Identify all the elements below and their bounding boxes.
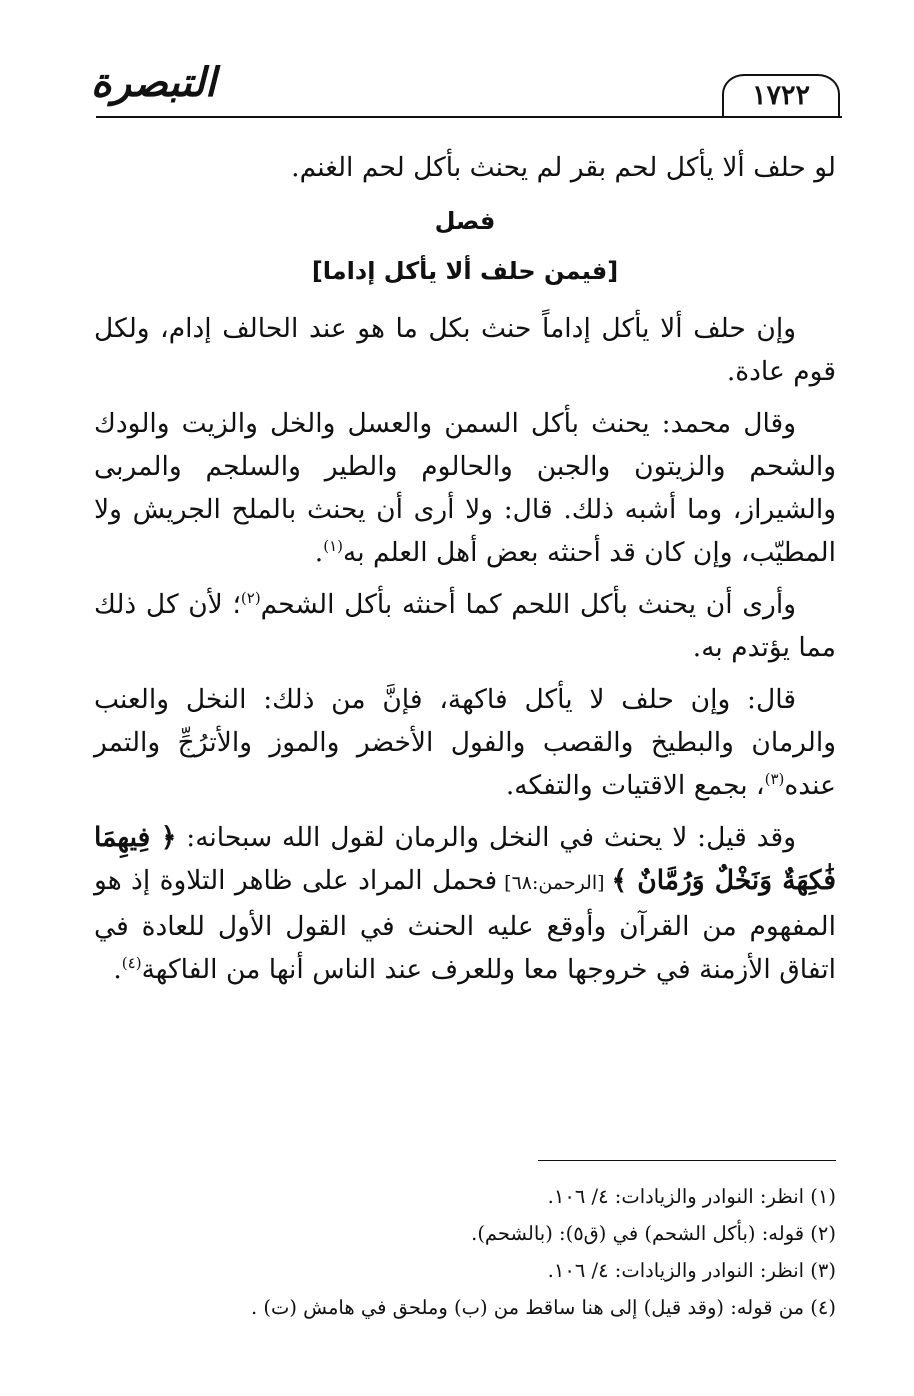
section-subheading: [فيمن حلف ألا يأكل إداما]: [311, 257, 619, 285]
paragraph-2-text: وقال محمد: يحنث بأكل السمن والعسل والخل والزيت والودك والشحم والزيتون والجبن والحالوم والطير والسلجم والمربى والشيراز، وما أشبه ذلك.: [94, 408, 836, 525]
footnote-ref-3[interactable]: (٣): [764, 770, 785, 789]
main-text: [94, 146, 836, 1000]
footnote-ref-2[interactable]: (٢): [240, 589, 261, 608]
paragraph-6: [94, 816, 836, 991]
footnote-ref-4[interactable]: (٤): [121, 954, 142, 973]
paragraph-3-text: قال: ولا أرى أن يحنث بالملح الجريش ولا المطيّب، وإن كان قد أحنثه بعض أهل العلم به: [94, 494, 836, 568]
paragraph-5-end: ، بجمع الاقتيات والتفكه.: [505, 770, 765, 801]
paragraph-4-text: وأرى أن يحنث بأكل اللحم كما أحنثه بأكل الشحم: [260, 589, 796, 620]
paragraph-5: [94, 678, 836, 807]
paragraph-4: [94, 583, 836, 669]
footnote-2: (٢) قوله: (بأكل الشحم) في (ق٥): (بالشحم).: [471, 1222, 836, 1245]
intro-line: لو حلف ألا يأكل لحم بقر لم يحنث بأكل لحم الغنم.: [291, 152, 836, 183]
paragraph-6-continued: فحمل المراد على ظاهر التلاوة إذ هو المفهوم من القرآن وأوقع عليه الحنث في القول الأول للعادة في اتفاق الأزمنة في خروجها معا وللعرف عند الناس أنها من الفاكهة: [94, 865, 836, 985]
page-header: [90, 52, 842, 122]
paragraph-6-end: .: [113, 954, 122, 985]
verse-citation: [الرحمن:٦٨]: [497, 872, 612, 894]
paragraph-6-text: وقد قيل: لا يحنث في النخل والرمان لقول الله سبحانه:: [176, 822, 796, 853]
footnotes: [94, 1178, 836, 1326]
footnote-1: (١) انظر: النوادر والزيادات: ٤/ ١٠٦.: [547, 1185, 836, 1208]
header-rule: [96, 116, 842, 118]
book-title-logo: التبصرة: [90, 59, 216, 106]
paragraph-4-end: ؛ لأن كل ذلك مما يؤتدم به.: [94, 589, 836, 663]
footnote-3: (٣) انظر: النوادر والزيادات: ٤/ ١٠٦.: [547, 1259, 836, 1282]
paragraph-5-text: قال: وإن حلف لا يأكل فاكهة، فإنَّ من ذلك: النخل والعنب والرمان والبطيخ والقصب والفول الأخضر والموز والأترُجِّ والتمر عنده: [94, 684, 836, 801]
page-number: ١٧٢٢: [722, 74, 840, 116]
footnote-ref-1[interactable]: (١): [323, 537, 343, 556]
paragraph-3-end: .: [314, 537, 324, 568]
paragraph-1: وإن حلف ألا يأكل إداماً حنث بكل ما هو عند الحالف إدام، ولكل قوم عادة.: [94, 313, 836, 387]
footnote-separator: [538, 1160, 836, 1161]
section-heading: فصل: [434, 207, 496, 235]
footnote-4: (٤) من قوله: (وقد قيل) إلى هنا ساقط من (ب) وملحق في هامش (ت) .: [250, 1296, 836, 1319]
paragraph-2: [94, 402, 836, 574]
quran-verse: ﴿ فِيهِمَا فَٰكِهَةٌ وَنَخْلٌ وَرُمَّانٌ ﴾: [94, 822, 837, 896]
